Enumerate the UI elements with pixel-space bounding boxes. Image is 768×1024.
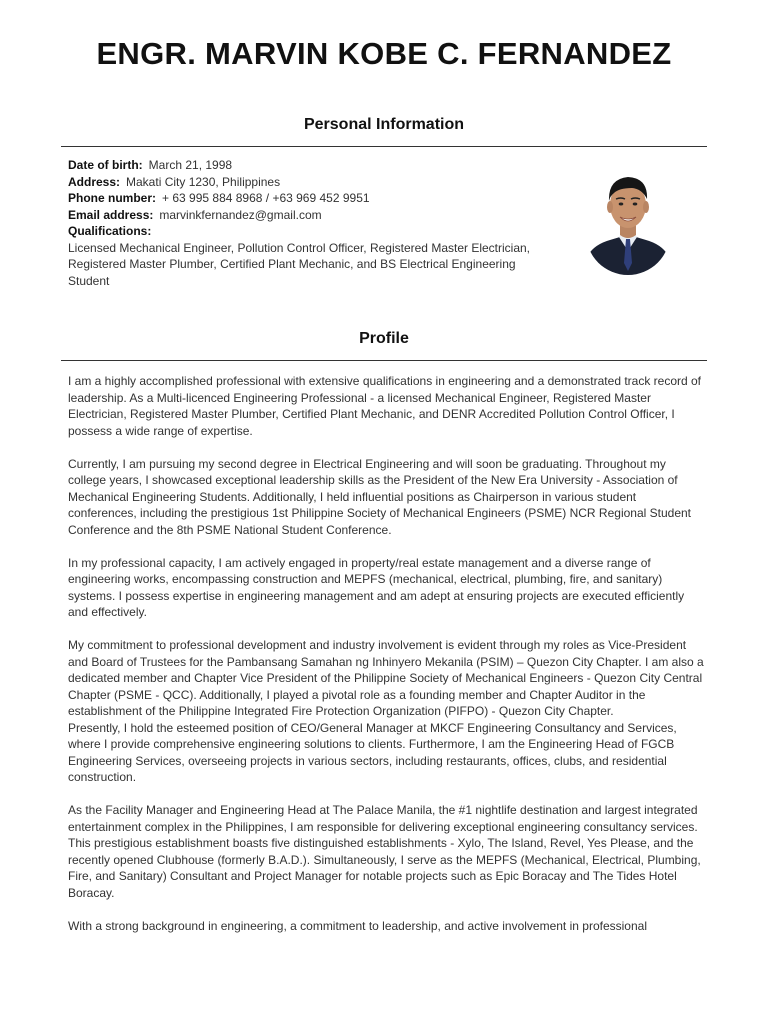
dob-row [68,157,548,174]
address-row [68,174,548,191]
dob-value: March 21, 1998 [148,158,233,172]
qualifications-value: Licensed Mechanical Engineer, Pollution Control Officer, Registered Master Electrician, Registered Master Plumber, Certified Plant Mechanic, and BS Electrical Engineering Student [68,240,531,288]
profile-heading: Profile [359,330,409,347]
profile-paragraph: My commitment to professional development and industry involvement is evident through my roles as Vice-President and Board of Trustees for the Pambansang Samahan ng Inhinyero Mekanila (PSIM) – Quezon City Chapter. I am also a dedicated member and Chapter Vice President of the Philippine Society of Mechanical Engineers - Quezon City Central Chapter (PSME - QCC). Additionally, I played a pivotal role as a founding member and Chapter Auditor in the establishment of the Philippine Integrated Fire Protection Organization (PIFPO) - Quezon City Chapter. [68,638,704,718]
phone-label: Phone number: [68,191,157,205]
dob-label: Date of birth: [68,158,143,172]
profile-photo [586,167,670,275]
email-row [68,207,548,224]
personal-info-block [68,157,548,289]
profile-divider [61,360,707,361]
profile-text [68,373,704,951]
profile-paragraph: With a strong background in engineering, a commitment to leadership, and active involvement in professional [68,918,647,933]
phone-row [68,190,548,207]
profile-paragraph: In my professional capacity, I am actively engaged in property/real estate management and a diverse range of engineering works, encompassing construction and MEPFS (mechanical, electrical, plumbing, fire, and sanitary) systems. I possess expertise in engineering management and am adept at ensuring projects are executed efficiently and effectively. [68,555,685,619]
profile-paragraph: I am a highly accomplished professional with extensive qualifications in engineering and a demonstrated track record of leadership. As a Multi-licenced Engineering Professional - a licensed Mechanical Engineer, Registered Master Electrician, Registered Master Plumber, Certified Plant Mechanic, and DENR Accredited Pollution Control Officer, I possess a wide range of expertise. [68,374,702,438]
address-value: Makati City 1230, Philippines [126,174,281,189]
profile-paragraph: Currently, I am pursuing my second degree in Electrical Engineering and will soon be graduating. Throughout my college years, I showcased exceptional leadership skills as the President of the New Era University - Association of Mechanical Engineering Students. Additionally, I held influential positions as Chairperson in various student conferences, including the prestigious 1st Philippine Society of Mechanical Engineers (PSME) NCR Regional Student Conference and the 8th PSME National Student Conference. [68,456,691,537]
phone-value: + 63 995 884 8968 / +63 969 452 9951 [162,191,370,205]
resume-name: ENGR. MARVIN KOBE C. FERNANDEZ [96,36,672,71]
personal-info-divider [61,146,707,147]
qualifications-label: Qualifications: [68,224,152,238]
profile-paragraph: Presently, I hold the esteemed position of CEO/General Manager at MKCF Engineering Consultancy and Services, where I provide comprehensive engineering solutions to clients. Furthermore, I am the Engineering Head of FGCB Engineering Services, overseeing projects in various sectors, including restaurants, offices, clubs, and residential construction. [68,720,677,784]
email-value: marvinkfernandez@gmail.com [159,207,322,222]
person-photo-icon [586,167,670,275]
personal-info-heading: Personal Information [303,116,465,133]
address-label: Address: [68,174,121,189]
qualifications-row [68,223,548,240]
email-label: Email address: [68,207,154,222]
profile-paragraph: As the Facility Manager and Engineering Head at The Palace Manila, the #1 nightlife destination and largest integrated entertainment complex in the Philippines, I am responsible for delivering exceptional engineering consultancy services. This prestigious establishment boasts five distinguished establishments - Xylo, The Island, Revel, Yes Please, and the recently opened Clubhouse (formerly B.A.D.). Simultaneously, I serve as the MEPFS (Mechanical, Electrical, Plumbing, Fire, and Sanitary) Consultant and Project Manager for notable projects such as Epic Boracay and The Tides Hotel Boracay. [68,803,701,900]
